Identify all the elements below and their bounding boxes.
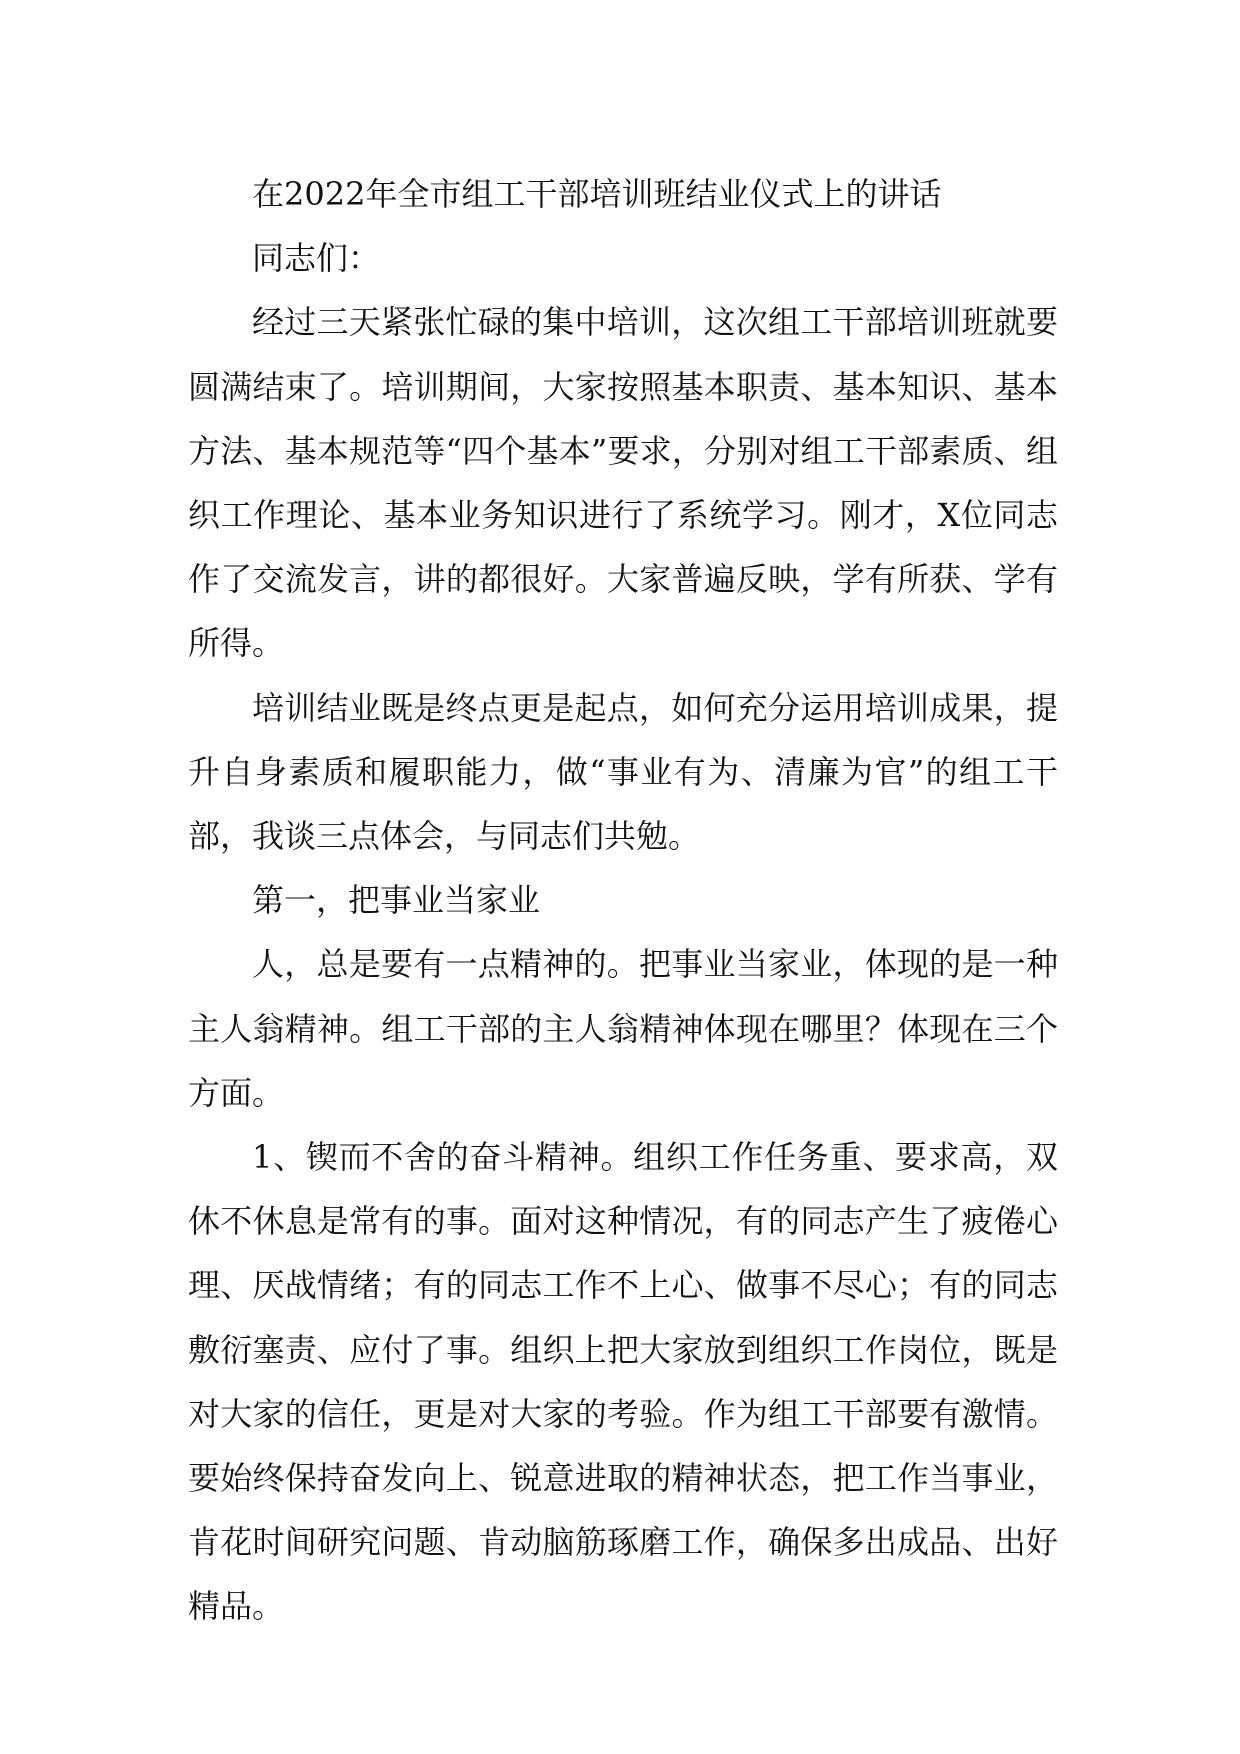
salutation: 同志们： [252,239,381,278]
document-page [188,162,1058,1639]
document-title: 在2022年全市组工干部培训班结业仪式上的讲话 [252,175,942,213]
body-paragraph: 经过三天紧张忙碌的集中培训，这次组工干部培训班就要圆满结束了。培训期间，大家按照基本职责、基本知识、基本方法、基本规范等“四个基本”要求，分别对组工干部素质、组织工作理论、基本业务知识进行了系统学习。刚才，X位同志作了交流发言，讲的都很好。大家普遍反映，学有所获、学有所得。 [188,303,1058,663]
body-paragraph: 培训结业既是终点更是起点，如何充分运用培训成果，提升自身素质和履职能力，做“事业有为、清廉为官”的组工干部，我谈三点体会，与同志们共勉。 [188,688,1058,856]
body-paragraph: 1、锲而不舍的奋斗精神。组织工作任务重、要求高，双休不休息是常有的事。面对这种情况，有的同志产生了疲倦心理、厌战情绪；有的同志工作不上心、做事不尽心；有的同志敷衍塞责、应付了事。组织上把大家放到组织工作岗位，既是对大家的信任，更是对大家的考验。作为组工干部要有激情。要始终保持奋发向上、锐意进取的精神状态，把工作当事业，肯花时间研究问题、肯动脑筋琢磨工作，确保多出成品、出好精品。 [188,1138,1058,1626]
section-heading: 第一，把事业当家业 [252,881,541,920]
body-paragraph: 人，总是要有一点精神的。把事业当家业，体现的是一种主人翁精神。组工干部的主人翁精神体现在哪里？体现在三个方面。 [188,945,1058,1112]
